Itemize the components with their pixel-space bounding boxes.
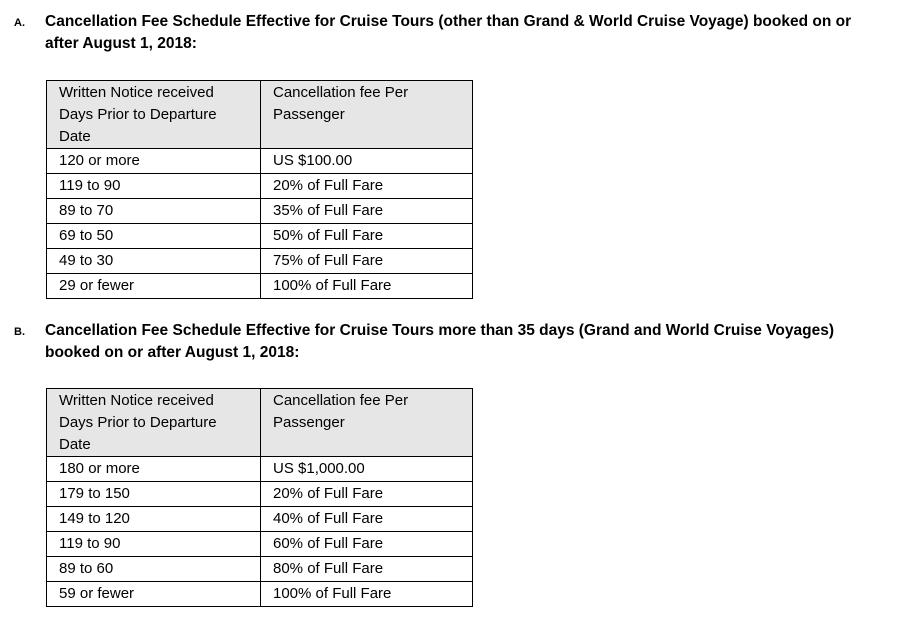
days-cell: 69 to 50 bbox=[47, 224, 261, 249]
days-cell: 180 or more bbox=[47, 457, 261, 482]
fee-cell: 50% of Full Fare bbox=[261, 224, 473, 249]
fee-cell: 80% of Full Fare bbox=[261, 557, 473, 582]
fee-cell: 35% of Full Fare bbox=[261, 199, 473, 224]
table-row bbox=[47, 457, 473, 482]
header-cancellation-fee: Cancellation fee Per Passenger bbox=[261, 389, 473, 457]
days-cell: 120 or more bbox=[47, 149, 261, 174]
section-b-title: Cancellation Fee Schedule Effective for Cruise Tours more than 35 days (Grand and World Cruise Voyages) booked on or after August 1, 2018: bbox=[45, 322, 834, 361]
fee-table-b bbox=[46, 388, 473, 607]
header-days-prior: Written Notice received Days Prior to Departure Date bbox=[47, 389, 261, 457]
days-cell: 119 to 90 bbox=[47, 532, 261, 557]
fee-cell: 40% of Full Fare bbox=[261, 507, 473, 532]
days-cell: 149 to 120 bbox=[47, 507, 261, 532]
days-cell: 29 or fewer bbox=[47, 274, 261, 299]
section-b-letter: B. bbox=[14, 326, 25, 338]
days-cell: 179 to 150 bbox=[47, 482, 261, 507]
header-cancellation-fee: Cancellation fee Per Passenger bbox=[261, 81, 473, 149]
fee-cell: 20% of Full Fare bbox=[261, 174, 473, 199]
days-cell: 89 to 70 bbox=[47, 199, 261, 224]
days-cell: 59 or fewer bbox=[47, 582, 261, 607]
section-a-heading bbox=[14, 11, 884, 55]
table-row bbox=[47, 507, 473, 532]
section-a-title: Cancellation Fee Schedule Effective for Cruise Tours (other than Grand & World Cruise Voyage) booked on or after August 1, 2018: bbox=[45, 13, 852, 52]
table-row bbox=[47, 532, 473, 557]
fee-cell: 20% of Full Fare bbox=[261, 482, 473, 507]
table-row bbox=[47, 274, 473, 299]
section-b-heading bbox=[14, 320, 884, 364]
fee-cell: 75% of Full Fare bbox=[261, 249, 473, 274]
table-row bbox=[47, 149, 473, 174]
fee-cell: 100% of Full Fare bbox=[261, 582, 473, 607]
table-header-row bbox=[47, 389, 473, 457]
table-row bbox=[47, 482, 473, 507]
fee-cell: US $100.00 bbox=[261, 149, 473, 174]
table-row bbox=[47, 249, 473, 274]
table-row bbox=[47, 199, 473, 224]
table-row bbox=[47, 224, 473, 249]
table-row bbox=[47, 557, 473, 582]
table-row bbox=[47, 174, 473, 199]
fee-cell: 60% of Full Fare bbox=[261, 532, 473, 557]
days-cell: 49 to 30 bbox=[47, 249, 261, 274]
header-days-prior: Written Notice received Days Prior to Departure Date bbox=[47, 81, 261, 149]
table-row bbox=[47, 582, 473, 607]
fee-cell: US $1,000.00 bbox=[261, 457, 473, 482]
table-header-row bbox=[47, 81, 473, 149]
days-cell: 89 to 60 bbox=[47, 557, 261, 582]
days-cell: 119 to 90 bbox=[47, 174, 261, 199]
section-a-letter: A. bbox=[14, 17, 25, 29]
fee-table-a bbox=[46, 80, 473, 299]
fee-cell: 100% of Full Fare bbox=[261, 274, 473, 299]
